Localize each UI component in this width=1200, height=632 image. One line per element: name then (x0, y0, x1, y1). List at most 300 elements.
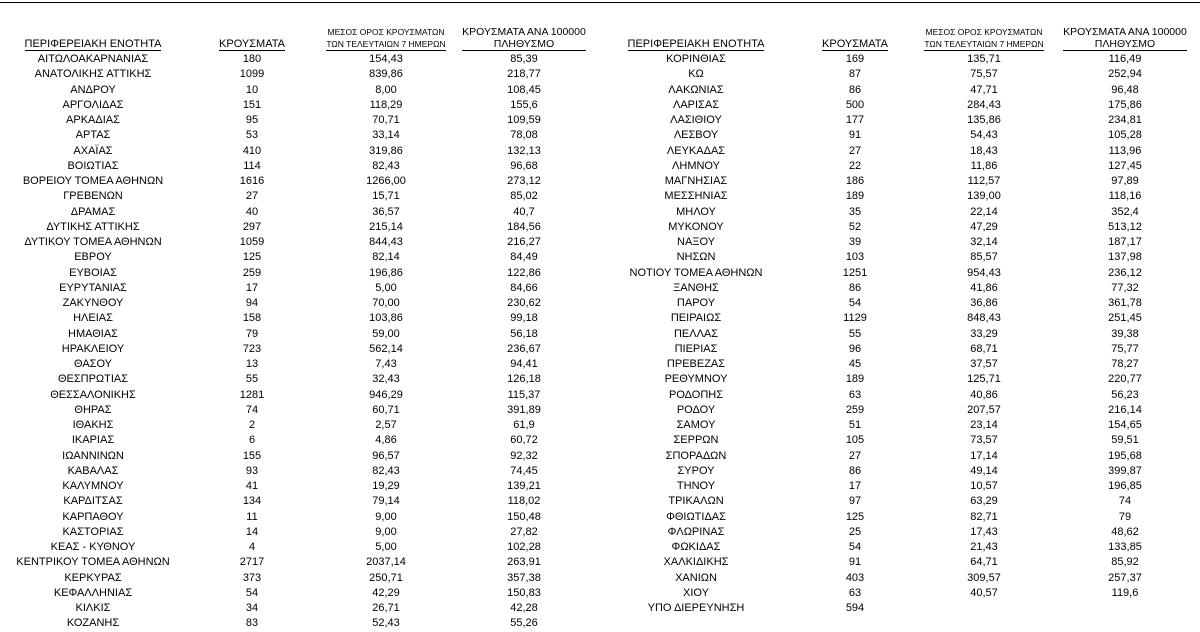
avg7-value: 42,29 (372, 586, 400, 599)
region-name: ΚΙΛΚΙΣ (75, 602, 111, 614)
table-row (0, 586, 594, 601)
region-name: ΘΑΣΟΥ (73, 358, 113, 370)
per100k-value: 42,28 (510, 602, 538, 614)
table-row (600, 357, 1200, 372)
region-name: ΕΒΡΟΥ (74, 251, 112, 264)
region-name: ΚΩ (688, 68, 704, 81)
avg7-value: 8,00 (375, 83, 397, 96)
avg7-value: 32,43 (372, 373, 400, 386)
table-row (600, 510, 1200, 525)
region-name: ΞΑΝΘΗΣ (673, 281, 719, 294)
per100k-header: ΚΡΟΥΣΜΑΤΑ ΑΝΑ 100000 ΠΛΗΘΥΣΜΟ (1063, 26, 1187, 50)
table-row (0, 113, 594, 128)
per100k-value: 78,08 (510, 129, 538, 142)
avg7-value: 33,29 (970, 327, 998, 340)
per100k-value: 263,91 (507, 556, 541, 569)
cases-value: 53 (245, 129, 259, 142)
avg7-value: 118,29 (369, 98, 403, 111)
table-row (0, 311, 594, 326)
avg7-value: 250,71 (369, 571, 403, 584)
cases-value: 410 (242, 144, 262, 157)
table-row (0, 266, 594, 281)
per100k-value: 85,92 (1111, 556, 1139, 569)
avg7-value: 1266,00 (366, 175, 406, 187)
cases-value: 86 (848, 281, 862, 294)
table-row (0, 403, 594, 418)
avg7-value: 82,71 (970, 510, 998, 523)
cases-value: 40 (245, 205, 259, 218)
region-name: ΣΥΡΟΥ (677, 464, 715, 477)
per100k-value: 78,27 (1111, 358, 1139, 370)
cases-value: 114 (243, 159, 261, 172)
region-name: ΘΕΣΣΑΛΟΝΙΚΗΣ (50, 388, 136, 401)
cases-header: ΚΡΟΥΣΜΑΤΑ (219, 38, 285, 50)
region-name: ΘΗΡΑΣ (74, 403, 112, 416)
avg7-value: 7,43 (375, 358, 397, 370)
per100k-value: 155,6 (510, 98, 538, 111)
region-name: ΑΧΑΪΑΣ (73, 144, 113, 157)
region-name: ΦΩΚΙΔΑΣ (671, 541, 721, 553)
cases-value: 500 (845, 98, 865, 111)
avg7-value: 40,86 (970, 388, 998, 401)
per100k-value: 234,81 (1108, 114, 1142, 126)
per100k-value: 105,28 (1108, 129, 1142, 142)
per100k-value: 127,45 (1108, 159, 1142, 172)
table-row (0, 616, 594, 631)
avg7-value: 18,43 (970, 144, 998, 157)
region-name: ΧΑΛΚΙΔΙΚΗΣ (663, 556, 729, 569)
per100k-value: 113,96 (1108, 144, 1142, 157)
region-name: ΚΑΒΑΛΑΣ (67, 464, 119, 477)
region-name: ΕΥΡΥΤΑΝΙΑΣ (59, 281, 127, 294)
per100k-value: 251,45 (1108, 312, 1142, 325)
avg7-value: 946,29 (369, 388, 403, 401)
region-name: ΔΥΤΙΚΟΥ ΤΟΜΕΑ ΑΘΗΝΩΝ (24, 236, 162, 248)
avg7-value: 2,57 (375, 419, 397, 431)
table-row (0, 357, 594, 372)
avg7-value: 9,00 (375, 510, 397, 523)
region-name: ΑΡΤΑΣ (75, 129, 111, 142)
avg7-value: 22,14 (970, 205, 998, 218)
avg7-value: 319,86 (369, 144, 403, 157)
avg7-value: 41,86 (970, 281, 998, 294)
region-name: ΠΑΡΟΥ (676, 297, 716, 309)
cases-value: 105 (845, 434, 865, 447)
cases-value: 39 (848, 236, 862, 248)
avg7-value: 10,57 (970, 480, 998, 492)
avg7-value: 21,43 (970, 541, 998, 553)
cases-value: 2717 (239, 556, 265, 569)
region-name: ΗΛΕΙΑΣ (73, 312, 113, 325)
region-name: ΣΠΟΡΑΔΩΝ (665, 449, 727, 462)
cases-value: 259 (242, 266, 262, 279)
per100k-value: 216,27 (507, 236, 541, 248)
per100k-value: 84,66 (510, 281, 538, 294)
per100k-value: 257,37 (1108, 571, 1142, 584)
avg7-header: ΜΕΣΟΣ ΟΡΟΣ ΚΡΟΥΣΜΑΤΩΝ ΤΩΝ ΤΕΛΕΥΤΑΙΩΝ 7 ΗΜΕΡΩΝ (924, 27, 1044, 49)
per100k-value: 352,4 (1111, 205, 1139, 218)
region-name: ΚΕΦΑΛΛΗΝΙΑΣ (53, 586, 133, 599)
cases-value: 10 (245, 83, 259, 96)
avg7-value: 954,43 (967, 266, 1001, 279)
region-name: ΤΡΙΚΑΛΩΝ (668, 495, 724, 508)
table-row (0, 281, 594, 296)
region-name: ΛΑΣΙΘΙΟΥ (670, 114, 722, 126)
cases-value: 35 (848, 205, 862, 218)
avg7-value: 85,57 (970, 251, 998, 264)
table-row (600, 128, 1200, 143)
per100k-value: 85,39 (510, 53, 538, 65)
region-name: ΔΡΑΜΑΣ (70, 205, 116, 218)
cases-value: 74 (245, 403, 259, 416)
per100k-value: 399,87 (1108, 464, 1142, 477)
avg7-value: 103,86 (369, 312, 403, 325)
region-name: ΚΟΡΙΝΘΙΑΣ (666, 53, 726, 65)
table-row (600, 83, 1200, 98)
region-name: ΘΕΣΠΡΩΤΙΑΣ (57, 373, 129, 386)
per100k-value: 118,02 (507, 495, 541, 508)
table-row (600, 144, 1200, 159)
avg7-value: 125,71 (967, 373, 1001, 386)
per100k-value: 74 (1118, 495, 1132, 508)
per100k-value: 150,83 (507, 586, 541, 599)
table-row (600, 189, 1200, 204)
table-row (0, 83, 594, 98)
table-row (600, 586, 1200, 601)
region-name: ΦΛΩΡΙΝΑΣ (667, 525, 725, 538)
per100k-value: 133,85 (1108, 541, 1142, 553)
table-row (600, 342, 1200, 357)
cases-value: 6 (248, 434, 256, 447)
cases-header: ΚΡΟΥΣΜΑΤΑ (822, 38, 888, 50)
cases-value: 1099 (239, 68, 265, 81)
table-row (0, 98, 594, 113)
per100k-value: 119,6 (1111, 586, 1139, 599)
cases-value: 17 (245, 281, 259, 294)
table-row (600, 403, 1200, 418)
cases-value: 189 (845, 190, 865, 203)
cases-value: 1059 (239, 236, 265, 248)
region-name: ΧΙΟΥ (683, 586, 709, 599)
region-name: ΜΕΣΣΗΝΙΑΣ (664, 190, 728, 203)
region-name: ΠΕΛΛΑΣ (673, 327, 719, 340)
avg7-value: 47,29 (970, 220, 998, 233)
cases-value: 55 (848, 327, 862, 340)
cases-value: 63 (848, 586, 862, 599)
cases-value: 13 (245, 358, 259, 370)
per100k-value: 220,77 (1108, 373, 1142, 386)
per100k-value: 196,85 (1108, 480, 1142, 492)
avg7-value: 9,00 (375, 525, 397, 538)
region-name: ΛΑΡΙΣΑΣ (672, 98, 719, 111)
per100k-value: 137,98 (1108, 251, 1142, 264)
table-row (600, 418, 1200, 433)
avg7-value: 33,14 (372, 129, 400, 142)
avg7-value: 32,14 (970, 236, 998, 248)
cases-value: 594 (845, 602, 865, 614)
per100k-value: 126,18 (507, 373, 541, 386)
region-name: ΑΝΑΤΟΛΙΚΗΣ ΑΤΤΙΚΗΣ (34, 68, 152, 81)
per100k-value: 122,86 (507, 266, 541, 279)
table-row (600, 250, 1200, 265)
cases-value: 54 (245, 586, 259, 599)
table-row (0, 144, 594, 159)
table-row (0, 418, 594, 433)
region-name: ΛΗΜΝΟΥ (672, 159, 720, 172)
avg7-value: 196,86 (369, 266, 403, 279)
cases-value: 14 (245, 525, 259, 538)
per100k-value: 48,62 (1111, 525, 1139, 538)
region-name: ΣΑΜΟΥ (676, 419, 716, 431)
avg7-value: 60,71 (372, 403, 400, 416)
table-row (600, 159, 1200, 174)
region-name: ΠΕΙΡΑΙΩΣ (670, 312, 722, 325)
per100k-value: 218,77 (507, 68, 541, 81)
region-name: ΗΡΑΚΛΕΙΟΥ (61, 342, 125, 355)
cases-value: 1129 (843, 312, 867, 325)
header-row (600, 26, 1200, 52)
per100k-value: 56,23 (1111, 388, 1139, 401)
region-name: ΠΙΕΡΙΑΣ (674, 342, 718, 355)
table-row (600, 98, 1200, 113)
cases-value: 91 (848, 129, 862, 142)
region-name: ΥΠΟ ΔΙΕΡΕΥΝΗΣΗ (647, 602, 745, 614)
table-row (0, 510, 594, 525)
cases-value: 54 (848, 297, 862, 309)
table-row (0, 235, 594, 250)
region-name: ΚΑΛΥΜΝΟΥ (62, 480, 124, 492)
top-rule (0, 2, 1200, 3)
region-name: ΚΑΡΔΙΤΣΑΣ (63, 495, 123, 508)
per100k-value: 118,16 (1108, 190, 1142, 203)
cases-value: 83 (245, 617, 259, 630)
per100k-value: 132,13 (507, 144, 541, 157)
avg7-value: 5,00 (375, 281, 397, 294)
table-row (600, 113, 1200, 128)
table-row (0, 205, 594, 220)
cases-value: 34 (245, 602, 259, 614)
region-name: ΜΥΚΟΝΟΥ (668, 220, 724, 233)
avg7-value: 52,43 (372, 617, 400, 630)
per100k-value: 74,45 (510, 464, 538, 477)
region-name: ΕΥΒΟΙΑΣ (69, 266, 117, 279)
region-name: ΝΗΣΩΝ (676, 251, 716, 264)
cases-value: 151 (242, 98, 262, 111)
avg7-value: 284,43 (967, 98, 1001, 111)
table-row (0, 174, 594, 189)
per100k-value: 55,26 (510, 617, 538, 630)
per100k-value: 175,86 (1108, 98, 1142, 111)
avg7-value: 73,57 (970, 434, 998, 447)
cases-value: 95 (245, 114, 259, 126)
table-row (600, 327, 1200, 342)
per100k-value: 116,49 (1108, 53, 1142, 65)
table-row (0, 52, 594, 67)
cases-value: 403 (845, 571, 865, 584)
avg7-value: 839,86 (369, 68, 403, 81)
cases-value: 186 (845, 175, 865, 187)
table-row (0, 479, 594, 494)
table-row (0, 327, 594, 342)
cases-value: 27 (848, 449, 862, 462)
table-row (0, 220, 594, 235)
per100k-value: 39,38 (1111, 327, 1139, 340)
region-name: ΠΡΕΒΕΖΑΣ (666, 358, 726, 370)
cases-value: 169 (845, 53, 865, 65)
region-name: ΤΗΝΟΥ (676, 480, 716, 492)
per100k-value: 150,48 (507, 510, 541, 523)
avg7-value: 5,00 (375, 541, 397, 553)
avg7-value: 64,71 (970, 556, 998, 569)
table-row (0, 571, 594, 586)
per100k-value: 59,51 (1111, 434, 1139, 447)
table-row (0, 67, 594, 82)
per100k-value: 109,59 (507, 114, 541, 126)
region-name: ΔΥΤΙΚΗΣ ΑΤΤΙΚΗΣ (46, 220, 140, 233)
avg7-value: 848,43 (967, 312, 1001, 325)
region-name: ΝΑΞΟΥ (677, 236, 715, 248)
cases-value: 125 (845, 510, 865, 523)
table-row (600, 281, 1200, 296)
region-name: ΦΘΙΩΤΙΔΑΣ (666, 510, 726, 523)
cases-value: 2 (248, 419, 256, 431)
table-row (600, 296, 1200, 311)
table-row (600, 174, 1200, 189)
per100k-value: 27,82 (510, 525, 538, 538)
cases-value: 79 (245, 327, 259, 340)
table-row (0, 159, 594, 174)
per100k-value: 85,02 (510, 190, 538, 203)
region-name: ΚΑΡΠΑΘΟΥ (62, 510, 124, 523)
cases-value: 86 (848, 83, 862, 96)
avg7-value: 2037,14 (366, 556, 406, 569)
table-row (600, 540, 1200, 555)
table-row (600, 67, 1200, 82)
region-name: ΑΡΚΑΔΙΑΣ (66, 114, 120, 126)
per100k-value: 108,45 (507, 83, 541, 96)
cases-value: 93 (245, 464, 259, 477)
per100k-value: 115,37 (507, 388, 541, 401)
table-row (600, 372, 1200, 387)
region-name: ΚΕΑΣ - ΚΥΘΝΟΥ (50, 541, 136, 553)
per100k-value: 230,62 (507, 297, 541, 309)
per100k-value: 94,41 (510, 358, 538, 370)
cases-value: 373 (242, 571, 262, 584)
region-name: ΚΕΝΤΡΙΚΟΥ ΤΟΜΕΑ ΑΘΗΝΩΝ (16, 556, 170, 569)
avg7-value: 207,57 (967, 403, 1001, 416)
per100k-value: 236,67 (507, 342, 541, 355)
cases-value: 86 (848, 464, 862, 477)
per100k-value: 61,9 (513, 419, 535, 431)
table-row (0, 128, 594, 143)
region-name: ΛΕΥΚΑΔΑΣ (666, 144, 726, 157)
per100k-value: 56,18 (510, 327, 538, 340)
cases-table-right (600, 26, 1200, 616)
per100k-value: 252,94 (1108, 68, 1142, 81)
cases-value: 54 (848, 541, 862, 553)
per100k-value: 97,89 (1111, 175, 1139, 187)
table-row (600, 555, 1200, 570)
region-name: ΛΕΣΒΟΥ (673, 129, 719, 142)
region-header: ΠΕΡΙΦΕΡΕΙΑΚΗ ΕΝΟΤΗΤΑ (627, 38, 765, 50)
cases-value: 63 (848, 388, 862, 401)
cases-value: 25 (848, 525, 862, 538)
region-name: ΑΙΤΩΛΟΑΚΑΡΝΑΝΙΑΣ (37, 53, 149, 65)
region-name: ΚΕΡΚΥΡΑΣ (64, 571, 122, 584)
avg7-value: 82,43 (372, 159, 400, 172)
cases-value: 52 (848, 220, 862, 233)
avg7-value: 96,57 (372, 449, 400, 462)
avg7-value: 19,29 (372, 480, 400, 492)
per100k-header: ΚΡΟΥΣΜΑΤΑ ΑΝΑ 100000 ΠΛΗΘΥΣΜΟ (462, 26, 586, 50)
avg7-value: 68,71 (970, 342, 998, 355)
per100k-value: 357,38 (507, 571, 541, 584)
per100k-value: 75,77 (1111, 342, 1139, 355)
region-name: ΜΑΓΝΗΣΙΑΣ (664, 175, 728, 187)
table-row (600, 388, 1200, 403)
region-name: ΝΟΤΙΟΥ ΤΟΜΕΑ ΑΘΗΝΩΝ (629, 266, 763, 279)
region-name: ΣΕΡΡΩΝ (673, 434, 719, 447)
avg7-value: 54,43 (970, 129, 998, 142)
cases-value: 96 (848, 342, 862, 355)
avg7-value: 70,00 (372, 297, 400, 309)
avg7-value: 309,57 (967, 571, 1001, 584)
region-name: ΙΚΑΡΙΑΣ (71, 434, 115, 447)
per100k-value: 77,32 (1111, 281, 1139, 294)
region-name: ΡΕΘΥΜΝΟΥ (664, 373, 728, 386)
region-name: ΡΟΔΟΠΗΣ (668, 388, 724, 401)
per100k-value: 273,12 (507, 175, 541, 187)
cases-value: 259 (845, 403, 865, 416)
cases-value: 297 (242, 220, 262, 233)
cases-table-left (0, 26, 594, 632)
per100k-value: 60,72 (510, 434, 538, 447)
avg7-value: 135,71 (967, 53, 1001, 65)
avg7-header: ΜΕΣΟΣ ΟΡΟΣ ΚΡΟΥΣΜΑΤΩΝ ΤΩΝ ΤΕΛΕΥΤΑΙΩΝ 7 ΗΜΕΡΩΝ (326, 27, 446, 49)
cases-value: 1616 (239, 175, 265, 187)
table-row (0, 372, 594, 387)
per100k-value: 513,12 (1108, 220, 1142, 233)
table-row (0, 433, 594, 448)
per100k-value: 216,14 (1108, 403, 1142, 416)
per100k-value: 184,56 (507, 220, 541, 233)
table-row (600, 205, 1200, 220)
cases-value: 723 (242, 342, 262, 355)
table-row (600, 220, 1200, 235)
table-row (600, 479, 1200, 494)
table-row (0, 464, 594, 479)
per100k-value: 361,78 (1108, 297, 1142, 309)
per100k-value: 92,32 (510, 449, 538, 462)
avg7-value: 40,57 (970, 586, 998, 599)
avg7-value: 36,86 (970, 297, 998, 309)
per100k-value: 40,7 (513, 205, 535, 218)
per100k-value: 195,68 (1108, 449, 1142, 462)
cases-value: 91 (848, 556, 862, 569)
avg7-value: 844,43 (369, 236, 403, 248)
table-row (600, 433, 1200, 448)
cases-value: 134 (242, 495, 262, 508)
avg7-value: 112,57 (967, 175, 1001, 187)
table-row (600, 311, 1200, 326)
table-row (0, 494, 594, 509)
region-name: ΒΟΡΕΙΟΥ ΤΟΜΕΑ ΑΘΗΝΩΝ (22, 175, 164, 187)
region-name: ΓΡΕΒΕΝΩΝ (63, 190, 123, 203)
avg7-value: 59,00 (372, 327, 400, 340)
cases-value: 55 (245, 373, 259, 386)
avg7-value: 82,14 (372, 251, 400, 264)
per100k-value: 96,68 (510, 159, 538, 172)
